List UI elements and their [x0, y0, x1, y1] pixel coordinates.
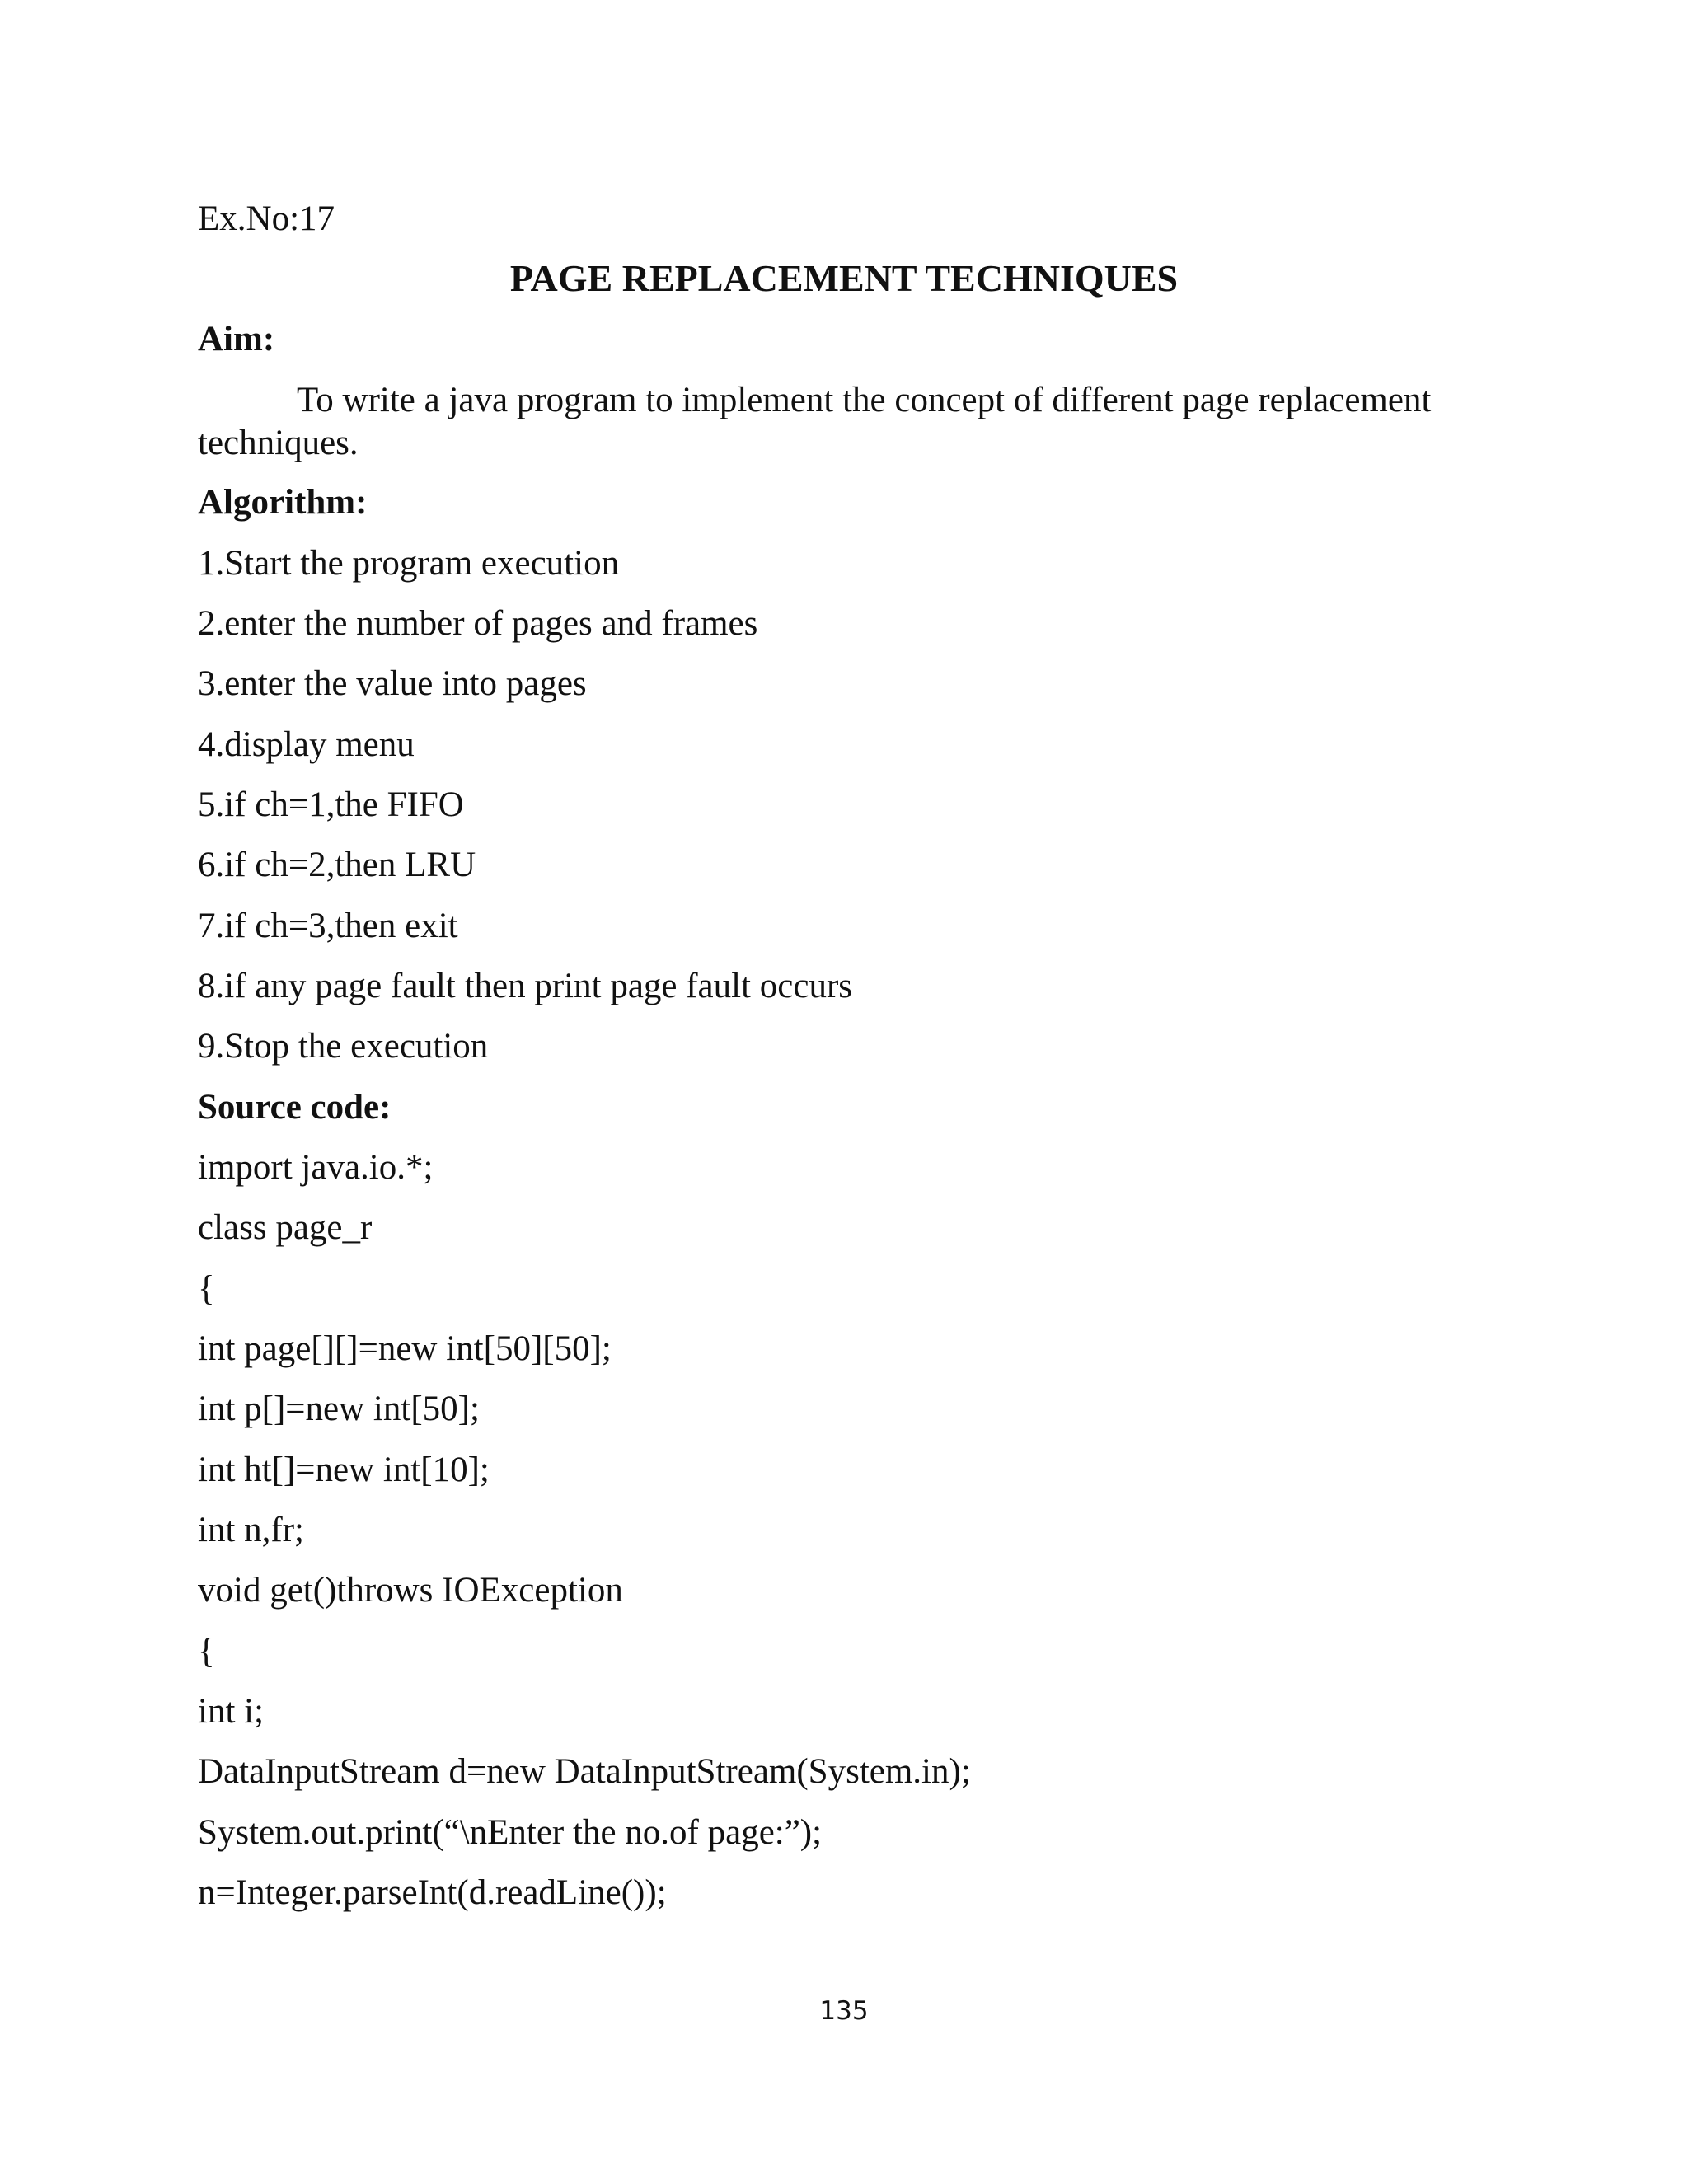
aim-heading: Aim:	[198, 320, 275, 359]
code-line: import java.io.*;	[198, 1148, 434, 1187]
algorithm-step: 7.if ch=3,then exit	[198, 907, 458, 945]
algorithm-step: 8.if any page fault then print page fault occurs	[198, 967, 853, 1005]
code-line: {	[198, 1632, 215, 1671]
algorithm-step: 1.Start the program execution	[198, 544, 620, 583]
code-line: int p[]=new int[50];	[198, 1390, 480, 1428]
code-line: int n,fr;	[198, 1511, 304, 1549]
aim-text-line-1: To write a java program to implement the concept of different page replacement	[297, 381, 1432, 419]
algorithm-heading: Algorithm:	[198, 483, 368, 522]
code-line: DataInputStream d=new DataInputStream(System.in);	[198, 1752, 971, 1791]
exercise-number: Ex.No:17	[198, 199, 335, 238]
page-title: PAGE REPLACEMENT TECHNIQUES	[509, 257, 1179, 299]
code-line: {	[198, 1269, 215, 1308]
code-line: void get()throws IOException	[198, 1571, 623, 1610]
algorithm-step: 3.enter the value into pages	[198, 664, 587, 703]
code-line: n=Integer.parseInt(d.readLine());	[198, 1873, 667, 1912]
algorithm-step: 5.if ch=1,the FIFO	[198, 785, 464, 824]
code-line: int ht[]=new int[10];	[198, 1451, 490, 1489]
algorithm-step: 6.if ch=2,then LRU	[198, 846, 476, 884]
aim-text-line-2: techniques.	[198, 424, 359, 462]
code-line: class page_r	[198, 1208, 373, 1247]
algorithm-step: 4.display menu	[198, 725, 415, 764]
algorithm-step: 9.Stop the execution	[198, 1027, 489, 1066]
source-code-heading: Source code:	[198, 1088, 392, 1127]
code-line: System.out.print(“\nEnter the no.of page:”);	[198, 1813, 823, 1852]
page-number: 135	[819, 1996, 869, 2026]
algorithm-step: 2.enter the number of pages and frames	[198, 604, 758, 643]
code-line: int i;	[198, 1692, 265, 1731]
code-line: int page[][]=new int[50][50];	[198, 1329, 612, 1368]
